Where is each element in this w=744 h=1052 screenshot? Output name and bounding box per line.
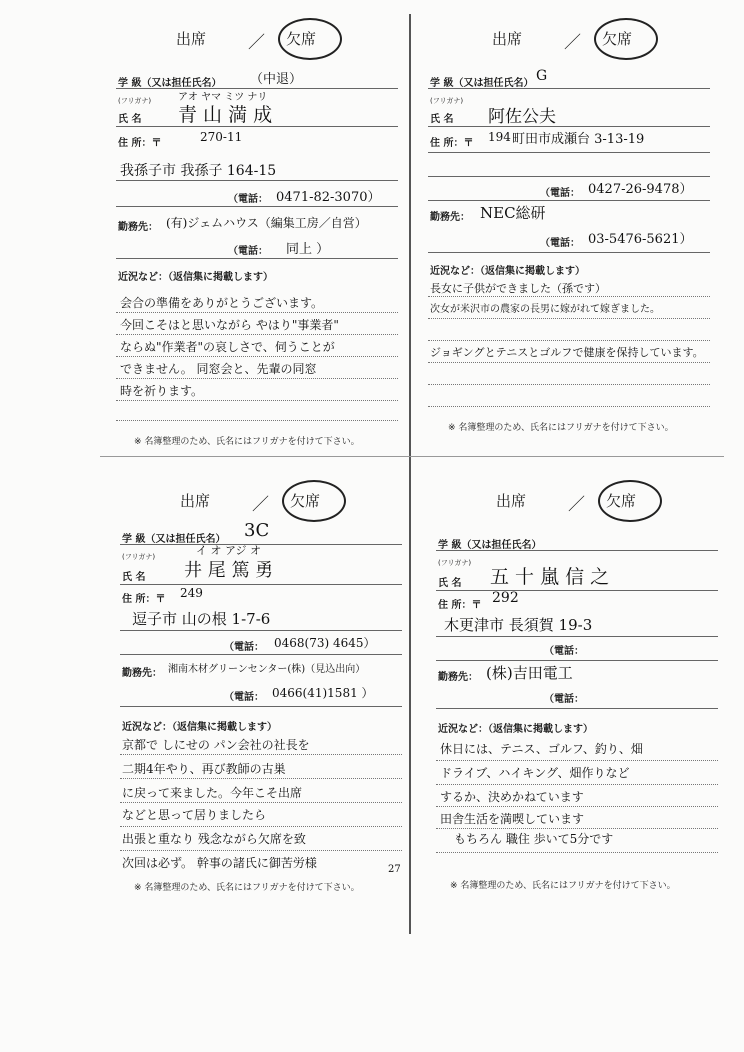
address-value: 町田市成瀬台 3-13-19 <box>512 132 645 147</box>
ruled-line <box>120 754 402 755</box>
horizontal-divider <box>100 456 724 457</box>
furigana-note: ※ 名簿整理のため、氏名にはフリガナを付けて下さい。 <box>134 437 360 447</box>
furigana-label: (フリガナ) <box>118 97 152 105</box>
absent-option: 欠席 <box>286 30 317 48</box>
tel-line <box>436 660 718 661</box>
slash-separator: ／ <box>568 495 585 515</box>
ruled-line <box>428 318 710 319</box>
recent-line-1: 長女に子供ができました（孫です） <box>430 282 606 295</box>
attendance-row <box>416 18 716 62</box>
ruled-line <box>436 828 718 829</box>
attend-option: 出席 <box>496 492 527 510</box>
ruled-line <box>436 784 718 785</box>
recent-line-3: に戻って来ました。今年こそ出席 <box>122 786 303 800</box>
furigana-value: アオ ヤマ ミツ ナリ <box>178 92 268 103</box>
recent-line-3: するか、決めかねています <box>440 790 584 804</box>
furigana-note: ※ 名簿整理のため、氏名にはフリガナを付けて下さい。 <box>450 881 676 891</box>
ruled-line <box>120 850 402 851</box>
recent-line-4: 田舎生活を満喫しています <box>440 812 585 826</box>
recent-line-3: ならぬ"作業者"の哀しさで、伺うことが <box>120 340 335 354</box>
attend-option: 出席 <box>180 492 211 510</box>
recent-line-1: 会合の準備をありがとうございます。 <box>120 296 324 310</box>
ruled-line <box>116 378 398 379</box>
work-tel-label: （電話： <box>228 246 268 257</box>
recent-line-5: 時を祈ります。 <box>120 384 204 398</box>
address-label: 住 所：〒 <box>430 138 474 149</box>
name-value: 五 十 嵐 信 之 <box>490 566 610 588</box>
work-label: 勤務先： <box>438 672 478 683</box>
tel-label: （電話： <box>544 646 584 657</box>
recent-label: 近況など：（返信集に掲載します） <box>438 724 593 735</box>
grade-label: 学 級（又は担任氏名） <box>122 534 226 545</box>
furigana-label: (フリガナ) <box>438 559 472 567</box>
grade-label: 学 級（又は担任氏名） <box>118 78 222 89</box>
work-tel-label: （電話： <box>224 692 264 703</box>
work-line <box>436 708 718 709</box>
tel-line <box>428 200 710 201</box>
ruled-line <box>428 406 710 407</box>
recent-label: 近況など：（返信集に掲載します） <box>118 272 273 283</box>
work-value: (株)吉田電工 <box>486 664 573 682</box>
tel-line <box>116 206 398 207</box>
work-value: (有)ジェムハウス（編集工房／自営） <box>166 216 367 230</box>
absent-option: 欠席 <box>602 30 633 48</box>
attendance-row <box>100 18 400 62</box>
ruled-line <box>428 362 710 363</box>
recent-line-5: 出張と重なり 残念ながら欠席を致 <box>122 832 306 846</box>
work-value: 湘南木材グリーンセンター(株)（見込出向） <box>168 664 366 675</box>
address-line <box>428 152 710 153</box>
address-label: 住 所：〒 <box>438 600 482 611</box>
work-label: 勤務先： <box>122 668 162 679</box>
ruled-line <box>116 400 398 401</box>
name-value: 阿佐公夫 <box>488 107 556 127</box>
address-line <box>120 630 402 631</box>
recent-line-2: 二期4年やり、再び教師の古巣 <box>122 762 286 776</box>
tel-label: （電話： <box>224 642 264 653</box>
tel-value: 0471-82-3070） <box>276 190 381 205</box>
tel-label: （電話： <box>540 188 580 199</box>
address-line <box>116 180 398 181</box>
work-tel-value: 同上 ） <box>286 242 330 257</box>
work-label: 勤務先： <box>430 212 470 223</box>
address-value: 逗子市 山の根 1-7-6 <box>132 610 271 628</box>
furigana-value: イ オ アジ オ <box>196 544 262 557</box>
tel-value: 0427-26-9478） <box>588 182 693 197</box>
ruled-line <box>120 802 402 803</box>
address-value: 我孫子市 我孫子 164-15 <box>120 163 277 179</box>
name-label: 氏 名 <box>430 114 454 125</box>
ruled-line <box>116 356 398 357</box>
grade-value: （中退） <box>250 72 303 87</box>
absent-option: 欠席 <box>290 492 321 510</box>
recent-line-4: ジョギングとテニスとゴルフで健康を保持しています。 <box>430 346 704 359</box>
name-value: 井 尾 篤 勇 <box>184 560 274 581</box>
vertical-divider <box>409 14 411 934</box>
slash-separator: ／ <box>564 33 581 53</box>
tel-line <box>120 654 402 655</box>
grade-line <box>436 550 718 551</box>
work-label: 勤務先： <box>118 222 158 233</box>
work-tel-label: （電話： <box>544 694 584 705</box>
attendance-row <box>104 480 404 524</box>
name-label: 氏 名 <box>118 114 142 125</box>
recent-line-2: 今回こそはと思いながら やはり"事業者" <box>120 318 339 332</box>
recent-line-2: 次女が米沢市の農家の長男に嫁がれて嫁ぎました。 <box>430 304 660 315</box>
address-line <box>436 636 718 637</box>
address-label: 住 所：〒 <box>118 138 162 149</box>
work-line <box>116 258 398 259</box>
recent-line-4: などと思って居りましたら <box>122 808 267 822</box>
grade-label: 学 級（又は担任氏名） <box>438 540 542 551</box>
name-line <box>436 590 718 591</box>
ruled-line <box>428 340 710 341</box>
ruled-line <box>120 826 402 827</box>
ruled-line <box>436 760 718 761</box>
grade-value: G <box>536 68 548 84</box>
postal-value: 292 <box>492 590 519 606</box>
furigana-label: (フリガナ) <box>430 97 464 105</box>
furigana-note: ※ 名簿整理のため、氏名にはフリガナを付けて下さい。 <box>448 423 674 433</box>
recent-line-1: 京都で しにせの パン会社の社長を <box>122 738 310 752</box>
postal-value: 270-11 <box>200 130 243 144</box>
ruled-line <box>428 296 710 297</box>
ruled-line <box>436 852 718 853</box>
recent-line-6: 次回は必ず。 幹事の諸氏に御苦労様 <box>122 856 317 870</box>
address-value: 木更津市 長須賀 19-3 <box>444 616 593 634</box>
slash-separator: ／ <box>252 495 269 515</box>
recent-line-1: 休日には、テニス、ゴルフ、釣り、畑 <box>440 742 643 756</box>
grade-label: 学 級（又は担任氏名） <box>430 78 534 89</box>
work-tel-value: 03-5476-5621） <box>588 232 693 247</box>
tel-label: （電話： <box>228 194 268 205</box>
attend-option: 出席 <box>176 30 207 48</box>
tel-value: 0468(73) 4645） <box>274 636 376 650</box>
name-line <box>428 126 710 127</box>
address-label: 住 所：〒 <box>122 594 166 605</box>
name-value: 青 山 満 成 <box>178 104 273 126</box>
ruled-line <box>428 384 710 385</box>
recent-line-5: もちろん 職住 歩いて5分です <box>454 832 614 846</box>
recent-label: 近況など：（返信集に掲載します） <box>430 266 585 277</box>
ruled-line <box>436 806 718 807</box>
work-line <box>120 706 402 707</box>
name-line <box>116 126 398 127</box>
ruled-line <box>116 420 398 421</box>
attendance-row <box>420 480 720 524</box>
page-number: 27 <box>388 864 401 875</box>
furigana-note: ※ 名簿整理のため、氏名にはフリガナを付けて下さい。 <box>134 883 360 893</box>
work-value: NEC総研 <box>480 204 546 222</box>
ruled-line <box>116 312 398 313</box>
name-line <box>120 584 402 585</box>
postal-value: 249 <box>180 586 203 600</box>
recent-line-2: ドライブ、ハイキング、畑作りなど <box>440 766 630 780</box>
address-line-2 <box>428 176 710 177</box>
postal-value: 194 <box>488 130 511 144</box>
work-tel-label: （電話： <box>540 238 580 249</box>
absent-option: 欠席 <box>606 492 637 510</box>
ruled-line <box>120 778 402 779</box>
grade-value: 3C <box>244 520 270 541</box>
slash-separator: ／ <box>248 33 265 53</box>
ruled-line <box>116 334 398 335</box>
attend-option: 出席 <box>492 30 523 48</box>
recent-label: 近況など：（返信集に掲載します） <box>122 722 277 733</box>
furigana-label: (フリガナ) <box>122 553 156 561</box>
work-line <box>428 252 710 253</box>
recent-line-4: できません。 同窓会と、先輩の同窓 <box>120 362 317 376</box>
grade-line <box>428 88 710 89</box>
name-label: 氏 名 <box>438 578 462 589</box>
work-tel-value: 0466(41)1581 ） <box>272 686 374 700</box>
name-label: 氏 名 <box>122 572 146 583</box>
